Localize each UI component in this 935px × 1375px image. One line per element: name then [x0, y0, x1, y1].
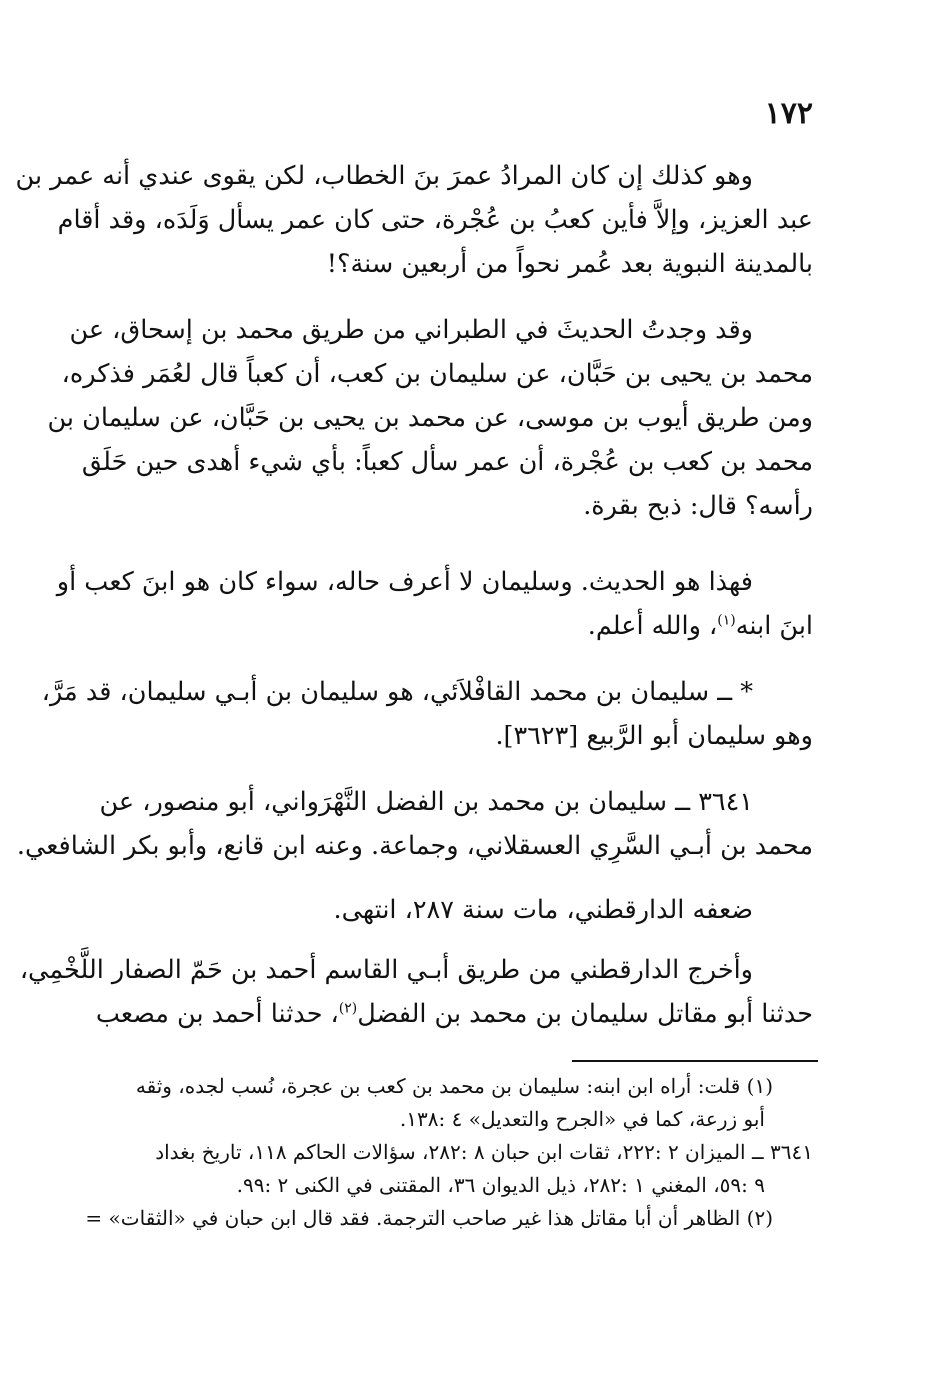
text-line: وهو سليمان أبو الرَّبيع [٣٦٢٣].: [495, 721, 813, 751]
text-line: رأسه؟ قال: ذبح بقرة.: [583, 491, 813, 521]
text-fragment: ابنَ ابنه: [735, 611, 813, 641]
paragraph-2: [47, 308, 813, 528]
paragraph-1: [15, 154, 813, 286]
text-line: بالمدينة النبوية بعد عُمر نحواً من أربعين سنة؟!: [326, 249, 813, 279]
footnote-line: ٩ :٥٩، المغني ١ :٢٨٢، ذيل الديوان ٣٦، المقتنى في الكنى ٢ :٩٩.: [236, 1173, 765, 1197]
footnote-line: أبو زرعة، كما في «الجرح والتعديل» ٤ :١٣٨.: [399, 1107, 765, 1131]
text-line: ضعفه الدارقطني، مات سنة ٢٨٧، انتهى.: [333, 895, 753, 925]
text-line: وقد وجدتُ الحديثَ في الطبراني من طريق محمد بن إسحاق، عن: [69, 315, 753, 345]
page-number: ١٧٢: [764, 96, 813, 131]
text-line: وهو كذلك إن كان المرادُ عمرَ بنَ الخطاب، لكن يقوى عندي أنه عمر بن: [15, 161, 753, 191]
footnote-source: [108, 1136, 813, 1202]
paragraph-5: [16, 780, 813, 868]
footnote-line: ٣٦٤١ ــ الميزان ٢ :٢٢٢، ثقات ابن حبان ٨ :٢٨٢، سؤالات الحاكم ١١٨، تاريخ بغداد: [155, 1140, 813, 1164]
text-line: ومن طريق أيوب بن موسى، عن محمد بن يحيى بن حَبَّان، عن سليمان بن: [47, 403, 813, 433]
footnote-line: (١) قلت: أراه ابن ابنه: سليمان بن محمد بن كعب بن عجرة، نُسب لجده، وثقه: [135, 1074, 773, 1098]
footnote-1: [108, 1070, 813, 1136]
text-line: عبد العزيز، وإلاَّ فأين كعبُ بن عُجْرة، حتى كان عمر يسأل وَلَدَه، وقد أقام: [57, 205, 813, 235]
text-line: وأخرج الدارقطني من طريق أبـي القاسم أحمد بن حَمّ الصفار اللَّخْمِي،: [19, 955, 753, 985]
text-fragment: ، حدثنا أحمد بن مصعب: [95, 999, 339, 1029]
footnote-ref-2[interactable]: (٢): [338, 1000, 358, 1017]
footnote-2: [85, 1202, 813, 1235]
paragraph-6: [118, 888, 813, 932]
text-line-with-footnote: [95, 992, 813, 1036]
footnote-line: (٢) الظاهر أن أبا مقاتل هذا غير صاحب الترجمة. فقد قال ابن حبان في «الثقات» =: [85, 1206, 773, 1230]
paragraph-3: [56, 560, 813, 648]
text-line: * ــ سليمان بن محمد القافْلاَئي، هو سليمان بن أبـي سليمان، قد مَرَّ،: [41, 677, 753, 707]
paragraph-7: [19, 948, 813, 1036]
footnote-ref-1[interactable]: (١): [717, 612, 736, 629]
text-line: ٣٦٤١ ــ سليمان بن محمد بن الفضل النَّهْرَواني، أبو منصور، عن: [99, 787, 753, 817]
paragraph-4: [41, 670, 813, 758]
text-line: محمد بن كعب بن عُجْرة، أن عمر سأل كعباً: بأي شيء أهدى حين حَلَق: [81, 447, 813, 477]
text-line: فهذا هو الحديث. وسليمان لا أعرف حاله، سواء كان هو ابنَ كعب أو: [56, 567, 753, 597]
text-fragment: حدثنا أبو مقاتل سليمان بن محمد بن الفضل: [357, 999, 813, 1029]
text-fragment: ، والله أعلم.: [587, 611, 718, 641]
footnote-divider: [572, 1060, 818, 1062]
text-line: محمد بن يحيى بن حَبَّان، عن سليمان بن كعب، أن كعباً قال لعُمَر فذكره،: [61, 359, 813, 389]
text-line-with-footnote: [118, 604, 813, 648]
footnotes: [85, 1070, 813, 1235]
text-line: محمد بن أبـي السَّرِي العسقلاني، وجماعة. وعنه ابن قانع، وأبو بكر الشافعي.: [16, 831, 813, 861]
